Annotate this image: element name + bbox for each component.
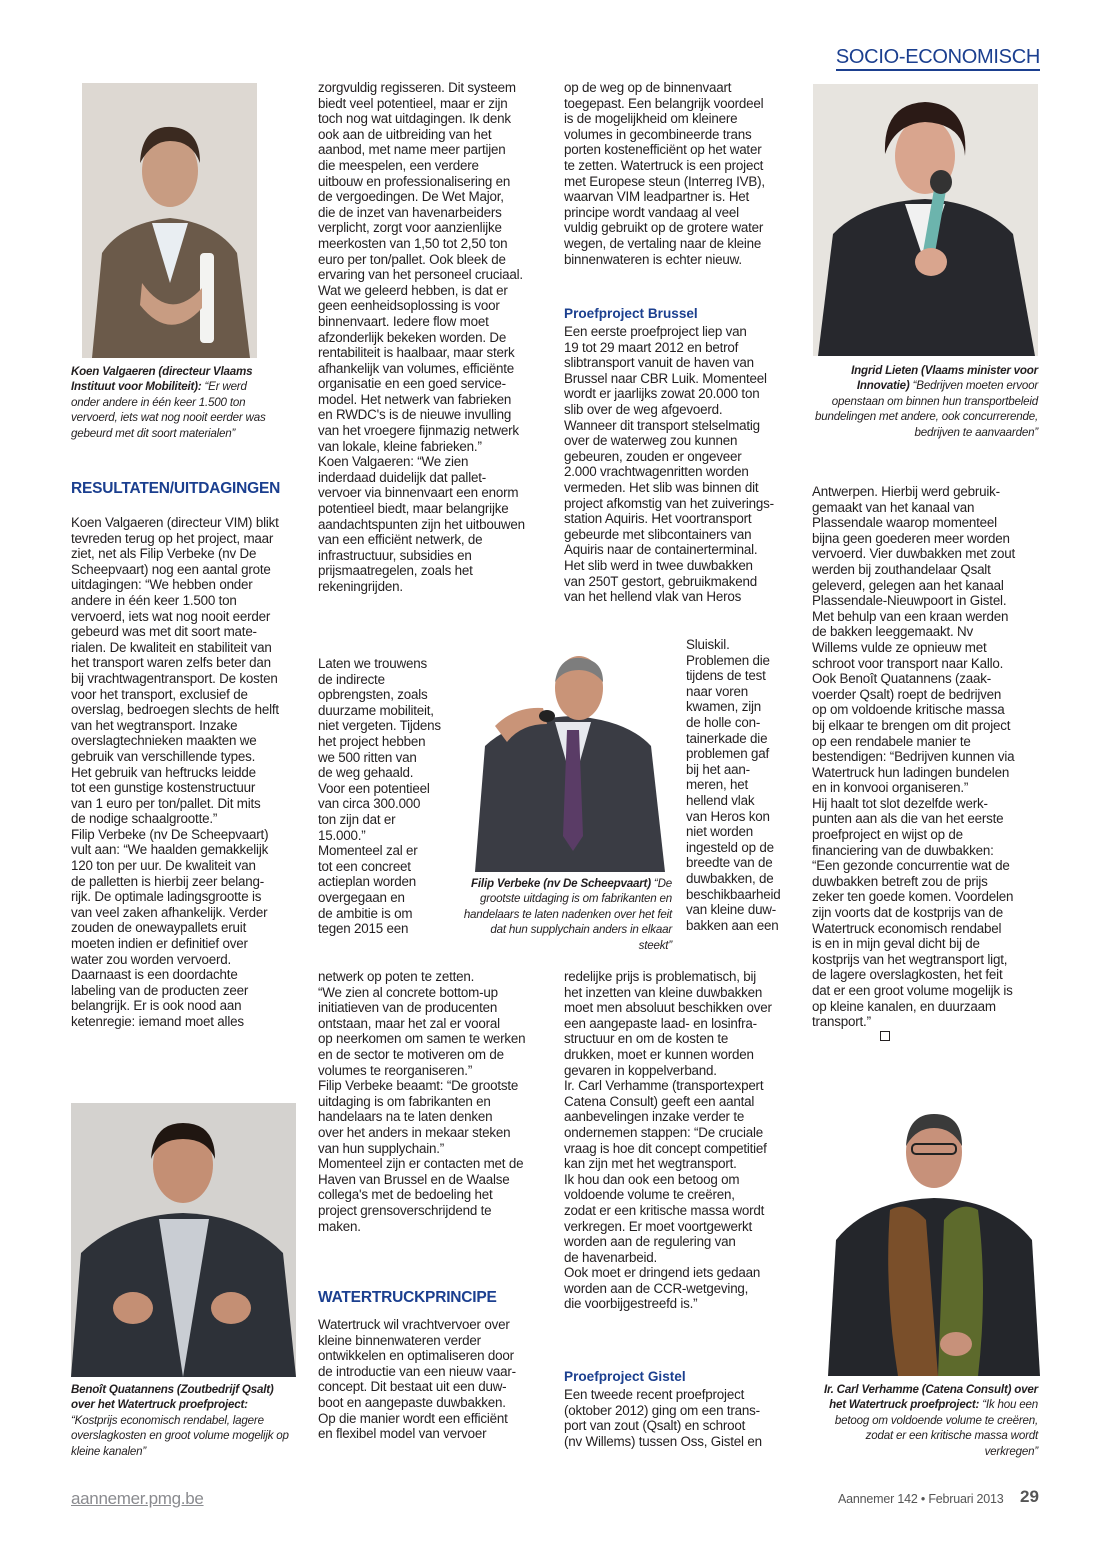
text-line: het inzetten van kleine duwbakken xyxy=(564,984,763,1000)
text-line: geleverd, gelegen aan het kanaal xyxy=(812,577,1004,593)
text-line: hellend vlak xyxy=(686,792,755,808)
text-line: station Aquiris. Het voortransport xyxy=(564,511,752,527)
text-line: Daarnaast is een doordachte xyxy=(71,967,238,983)
caption-carl xyxy=(812,1382,1038,1459)
text-line: en flexibel model van vervoer xyxy=(318,1426,487,1442)
col3c-text xyxy=(686,637,798,933)
text-line: vraag is hoe dit concept competitief xyxy=(564,1140,767,1156)
text-line: breedte van de xyxy=(686,855,773,871)
text-line: duurzame mobiliteit, xyxy=(318,702,434,718)
text-line: Problemen die xyxy=(686,652,770,668)
text-line: dat er een groot volume mogelijk is xyxy=(812,983,1013,998)
text-line: gemaakt van het kanaal van xyxy=(812,499,975,515)
text-line: niet vergeten. Tijdens xyxy=(318,718,441,734)
text-line: Willems vulde ze opnieuw met xyxy=(812,639,987,655)
text-line: problemen gaf xyxy=(686,746,770,762)
heading-gistel: Proefproject Gistel xyxy=(564,1369,686,1384)
text-line: van veel zaken afhankelijk. Verder xyxy=(71,904,268,920)
text-line: van een efficiënt netwerk, de xyxy=(318,532,483,548)
text-line: punten aan als die van het eerste xyxy=(812,811,1004,827)
text-line: zijn voorts dat de kostprijs van de xyxy=(812,905,1003,921)
text-line: overgegaan en xyxy=(318,889,405,905)
text-line: potentieel biedt, maar belangrijke xyxy=(318,501,509,517)
text-line: water zou worden vervoerd. xyxy=(71,951,232,967)
text-line: gebeuren, zouden er ongeveer xyxy=(564,448,742,464)
text-line: verplicht, zorgt voor aanzienlijke xyxy=(318,220,502,236)
text-line: van het vroegere fijnmazig netwerk xyxy=(318,423,519,439)
text-line: organisatie en een goed service- xyxy=(318,376,506,392)
text-line: belangrijk. Er is ook nood aan xyxy=(71,998,242,1014)
text-line: we 500 ritten van xyxy=(318,749,417,765)
text-line: euro per ton/pallet. Ook bleek de xyxy=(318,251,506,267)
col3e-text xyxy=(564,1387,796,1449)
caption-filip xyxy=(460,876,672,953)
text-line: Ook Benoît Quatannens (zaak- xyxy=(812,671,991,687)
text-line: worden aan de regulering van xyxy=(564,1234,736,1250)
text-line: op kleine kanalen, en duurzaam xyxy=(812,998,996,1014)
text-line: aandachtspunten zijn het uitbouwen xyxy=(318,516,525,532)
text-line: Aquiris naar de containerterminal. xyxy=(564,542,758,558)
text-line: en RWDC's is de nieuwe invulling xyxy=(318,407,512,423)
text-line: 15.000.” xyxy=(318,827,366,843)
text-line: redelijke prijs is problematisch, bij xyxy=(564,969,757,984)
text-line: bakken aan een xyxy=(686,917,779,933)
text-line: principe wordt vandaag al veel xyxy=(564,204,739,220)
text-line: Met behulp van een kraan werden xyxy=(812,608,1009,624)
text-line: een aangepaste laad- en losinfra- xyxy=(564,1015,757,1031)
text-line: de holle con- xyxy=(686,714,761,730)
text-line: 2.000 vrachtwagenritten worden xyxy=(564,464,749,480)
text-line: financiering van de duwbakken: xyxy=(812,842,994,858)
text-line: van het wegtransport. Inzake xyxy=(71,717,238,733)
text-line: het transport waren zelfs beter dan xyxy=(71,655,271,671)
text-line: op de weg op de binnenvaart xyxy=(564,80,732,95)
col4-text xyxy=(812,484,1044,1030)
text-line: van Heros kon xyxy=(686,808,770,824)
text-line: andere in één keer 1.500 ton xyxy=(71,592,237,608)
text-line: rialen. De kwaliteit en stabiliteit van xyxy=(71,639,272,655)
caption-koen xyxy=(71,364,271,441)
caption-ingrid-quote: “Bedrijven moeten ervoor openstaan om binnen hun transportbeleid bundelingen met andere, ook concurrerende, bedrijven te aanvaarden” xyxy=(815,379,1038,439)
text-line: prijsmaatregelen, zoals het xyxy=(318,563,473,579)
text-line: de nodige schaalgrootte.” xyxy=(71,811,218,827)
text-line: vervoerd. Vier duwbakken met zout xyxy=(812,546,1016,562)
text-line: kleine binnenwateren verder xyxy=(318,1332,481,1348)
heading-watertruck: WATERTRUCKPRINCIPE xyxy=(318,1289,497,1306)
col2c-text xyxy=(318,969,550,1234)
text-line: meren, het xyxy=(686,777,749,793)
text-line: duwbakken, de xyxy=(686,870,774,886)
text-line: meerkosten van 1,50 tot 2,50 ton xyxy=(318,235,508,251)
text-line: ervaring van het personeel cruciaal. xyxy=(318,267,523,283)
text-line: met Europese steun (Interreg IVB), xyxy=(564,173,765,189)
text-line: vult aan: “We haalden gemakkelijk xyxy=(71,842,269,858)
text-line: gevaren in koppelverband. xyxy=(564,1062,717,1078)
col2d-text xyxy=(318,1317,550,1442)
text-line: Watertruck wil vrachtvervoer over xyxy=(318,1317,510,1332)
text-line: de vergoedingen. De Wet Major, xyxy=(318,189,504,205)
col3d-text xyxy=(564,969,796,1312)
text-line: geen eenheidsoplossing is voor xyxy=(318,298,500,314)
text-line: wegen, de vertaling naar de kleine xyxy=(564,235,762,251)
text-line: Ik hou dan ook een betoog om xyxy=(564,1171,740,1187)
text-line: port van zout (Qsalt) en schroot xyxy=(564,1418,746,1434)
text-line: Plassendale-Nieuwpoort in Gistel. xyxy=(812,593,1007,609)
photo-ingrid-lieten xyxy=(813,84,1038,356)
section-title-text: SOCIO-ECONOMISCH xyxy=(836,46,1040,71)
text-line: van kleine duw- xyxy=(686,902,777,918)
text-line: bij elkaar te brengen om dit project xyxy=(812,717,1011,733)
text-line: en de sector te motiveren om de xyxy=(318,1046,504,1062)
text-line: die voorbijgestreefd is.” xyxy=(564,1296,698,1312)
text-line: ontwikkelen en optimaliseren door xyxy=(318,1348,514,1364)
text-line: van lokale, kleine fabrieken.” xyxy=(318,438,482,454)
text-line: worden aan de CCR-wetgeving, xyxy=(564,1280,749,1296)
text-line: rentabiliteit is haalbaar, maar sterk xyxy=(318,345,515,361)
text-line: netwerk op poten te zetten. xyxy=(318,969,475,984)
text-line: overslagtechnieken maakten we xyxy=(71,733,257,749)
text-line: project grensoverschrijdend te xyxy=(318,1202,492,1218)
caption-filip-name: Filip Verbeke (nv De Scheepvaart) xyxy=(471,877,651,890)
text-line: de palletten is hierbij zeer belang- xyxy=(71,873,265,889)
text-line: maken. xyxy=(318,1218,361,1234)
caption-benoit xyxy=(71,1382,297,1459)
text-line: wordt er jaarlijks zowat 20.000 ton xyxy=(564,386,760,402)
footer-page-number: 29 xyxy=(1020,1487,1039,1506)
text-line: gebeurde met slibcontainers van xyxy=(564,526,752,542)
text-line: moet men absoluut beschikken over xyxy=(564,1000,772,1016)
photo-carl-verhamme xyxy=(828,1100,1040,1376)
text-line: Voor een potentieel xyxy=(318,780,430,796)
text-line: Een tweede recent proefproject xyxy=(564,1387,745,1402)
text-line: Filip Verbeke beaamt: “De grootste xyxy=(318,1078,519,1094)
text-line: zouden de onewaypallets eruit xyxy=(71,920,247,936)
text-line: proefproject en wijst op de xyxy=(812,827,963,843)
text-line: Het slib werd in twee duwbakken xyxy=(564,557,753,573)
text-line: die meespelen, een verdere xyxy=(318,157,479,173)
footer-issue: Aannemer 142 • Februari 2013 xyxy=(838,1492,1004,1506)
text-line: Haven van Brussel en de Waalse xyxy=(318,1171,510,1187)
text-line: project afkomstig van het zuiverings- xyxy=(564,495,774,511)
text-line: voerder Qsalt) roept de bedrijven xyxy=(812,686,1002,702)
text-line: uitdaging is om fabrikanten en xyxy=(318,1093,491,1109)
text-line: toch nog wat uitdagingen. Ik denk xyxy=(318,111,511,127)
text-line: actieplan worden xyxy=(318,874,417,890)
caption-benoit-name: Benoît Quatannens (Zoutbedrijf Qsalt) over het Watertruck proefproject: xyxy=(71,1383,274,1412)
text-line: volumes in gecombineerde trans xyxy=(564,126,752,142)
text-line: kan zijn met het wegtransport. xyxy=(564,1156,737,1172)
text-line: de ambitie is om xyxy=(318,905,413,921)
text-line: zodat er een kritische massa wordt xyxy=(564,1202,765,1218)
text-line: Scheepvaart) nog een aantal grote xyxy=(71,561,271,577)
text-line: vuldig gebruikt op de grotere water xyxy=(564,220,764,236)
photo-benoit-quatannens xyxy=(71,1103,296,1377)
text-line: handelaars na te laten denken xyxy=(318,1109,493,1125)
text-line: concept. Dit bestaat uit een duw- xyxy=(318,1379,507,1395)
col3a-text xyxy=(564,80,796,267)
text-line: gebeurd was met dit soort mate- xyxy=(71,624,257,640)
text-line: voor het transport, exclusief de xyxy=(71,686,248,702)
text-line: tot een gunstige kostenstructuur xyxy=(71,780,256,796)
text-line: waarvan VIM leadpartner is. Het xyxy=(564,189,750,205)
text-line: infrastructuur, subsidies en xyxy=(318,547,472,563)
text-line: rekeningrijden. xyxy=(318,579,403,594)
text-line: Wat we geleerd hebben, is dat er xyxy=(318,282,508,298)
text-line: niet worden xyxy=(686,824,754,840)
text-line: kwamen, zijn xyxy=(686,699,761,715)
text-line: ingesteld op de xyxy=(686,839,774,855)
text-line: “Een gezonde concurrentie wat de xyxy=(812,858,1010,874)
text-line: over het anders in mekaar steken xyxy=(318,1124,511,1140)
text-line: duwbakken betreft zou de prijs xyxy=(812,873,988,889)
text-line: Momenteel zal er xyxy=(318,843,418,859)
text-line: boot en aangepaste duwbakken. xyxy=(318,1394,506,1410)
text-line: rijk. De optimale ladingsgrootte is xyxy=(71,889,262,905)
text-line: op neerkomen om samen te werken xyxy=(318,1031,526,1047)
text-line: vervoerd, iets wat nog nooit eerder xyxy=(71,608,271,624)
caption-filip-quote: “De grootste uitdaging is om fabrikanten en handelaars te laten nadenken over het feit dat hun supplychain anders in elkaar steekt” xyxy=(463,877,672,952)
text-line: die de inzet van havenarbeiders xyxy=(318,204,502,220)
text-line: ton zijn dat er xyxy=(318,811,396,827)
photo-filip-verbeke xyxy=(455,646,683,872)
text-line: verkregen. Er moet voortgewerkt xyxy=(564,1218,753,1234)
caption-koen-quote: “Er werd onder andere in één keer 1.500 ton vervoerd, iets wat nog nooit eerder was gebeurd met dit soort materialen” xyxy=(71,380,266,440)
photo-koen-valgaeren xyxy=(82,83,257,358)
heading-resultaten: RESULTATEN/UITDAGINGEN xyxy=(71,480,281,497)
text-line: werden bij zouthandelaar Qsalt xyxy=(812,561,991,577)
text-line: slibtransport vanuit de haven van xyxy=(564,355,754,371)
caption-carl-quote: “Ik hou een betoog om voldoende volume te creëren, zodat er een kritische massa wordt verkregen” xyxy=(834,1398,1038,1458)
text-line: over de waterweg zou kunnen xyxy=(564,433,738,449)
text-line: Watertruck hun ladingen bundelen xyxy=(812,764,1010,780)
text-line: kostprijs van het wegtransport ligt, xyxy=(812,951,1008,967)
text-line: bij vrachtwagentransport. De kosten xyxy=(71,670,278,686)
footer-site: aannemer.pmg.be xyxy=(71,1489,204,1508)
text-line: Watertruck economisch rendabel xyxy=(812,920,1002,936)
text-line: Antwerpen. Hierbij werd gebruik- xyxy=(812,484,1000,499)
caption-ingrid xyxy=(812,363,1038,440)
text-line: Op die manier wordt een efficiënt xyxy=(318,1410,508,1426)
text-line: Momenteel zijn er contacten met de xyxy=(318,1156,524,1172)
text-line: uitdagingen: “We hebben onder xyxy=(71,577,253,593)
text-line: aanbod, met name meer partijen xyxy=(318,142,506,158)
text-line: toegepast. Een belangrijk voordeel xyxy=(564,95,764,111)
text-line: opbrengsten, zoals xyxy=(318,687,428,703)
section-title xyxy=(820,46,1040,69)
text-line: ketenregie: iemand moet alles xyxy=(71,1014,244,1029)
text-line: (nv Willems) tussen Oss, Gistel en xyxy=(564,1433,762,1449)
text-line: Plassendale waarop momenteel xyxy=(812,515,997,531)
text-line: inderdaad duidelijk dat pallet- xyxy=(318,469,486,485)
text-line: Laten we trouwens xyxy=(318,656,428,671)
text-line: (oktober 2012) ging om een trans- xyxy=(564,1402,760,1418)
text-line: Het gebruik van heftrucks leidde xyxy=(71,764,256,780)
text-line: beschikbaarheid xyxy=(686,886,781,902)
text-line: van 250T gestort, gebruikmakend xyxy=(564,573,758,589)
text-line: de bakken leeggemaakt. Nv xyxy=(812,624,973,640)
text-line: 120 ton per uur. De kwaliteit van xyxy=(71,858,256,874)
col2a-text xyxy=(318,80,550,595)
text-line: ontstaan, maar het zal er vooral xyxy=(318,1015,500,1031)
text-line: en in konvooi organiseren.” xyxy=(812,780,969,796)
text-line: structuur en om de kosten te xyxy=(564,1031,729,1047)
text-line: op om voldoende kritische massa xyxy=(812,702,1005,718)
text-line: drukken, moet er kunnen worden xyxy=(564,1046,754,1062)
text-line: van het hellend vlak van Heros xyxy=(564,589,742,605)
text-line: tegen 2015 een xyxy=(318,921,409,937)
text-line: transport.” xyxy=(812,1014,871,1030)
caption-koen-name: Koen Valgaeren (directeur Vlaams Instituut voor Mobiliteit): xyxy=(71,365,253,394)
text-line: Koen Valgaeren: “We zien xyxy=(318,454,469,470)
text-line: tevreden terug op het project, maar xyxy=(71,530,274,546)
text-line: Een eerste proefproject liep van xyxy=(564,324,747,339)
text-line: Ook moet er dringend iets gedaan xyxy=(564,1265,761,1281)
text-line: Koen Valgaeren (directeur VIM) blikt xyxy=(71,515,279,530)
text-line: Wanneer dit transport stelselmatig xyxy=(564,417,760,433)
text-line: Sluiskil. xyxy=(686,637,730,652)
text-line: de introductie van een nieuw vaar- xyxy=(318,1363,516,1379)
caption-ingrid-name: Ingrid Lieten (Vlaams minister voor Innovatie) xyxy=(851,364,1038,393)
text-line: labeling van de producten zeer xyxy=(71,982,249,998)
text-line: de indirecte xyxy=(318,671,385,687)
text-line: naar voren xyxy=(686,683,749,699)
col2b-text xyxy=(318,656,458,937)
text-line: binnenwateren is echter nieuw. xyxy=(564,251,742,267)
text-line: ondernemen stappen: “De cruciale xyxy=(564,1124,764,1140)
text-line: “We zien al concrete bottom-up xyxy=(318,984,498,1000)
text-line: zorgvuldig regisseren. Dit systeem xyxy=(318,80,516,95)
text-line: Catena Consult) geeft een aantal xyxy=(564,1093,755,1109)
text-line: afhankelijk van volumes, efficiënte xyxy=(318,360,514,376)
text-line: overslag, bedroegen slechts de helft xyxy=(71,702,279,718)
text-line: voldoende volume te creëren, xyxy=(564,1187,735,1203)
text-line: afzonderlijk bekeken worden. De xyxy=(318,329,507,345)
text-line: volumes te reorganiseren.” xyxy=(318,1062,473,1078)
text-line: bijna geen goederen meer worden xyxy=(812,530,1010,546)
text-line: moeten indien er definitief over xyxy=(71,936,248,952)
text-line: is en in mijn geval dicht bij de xyxy=(812,936,980,952)
text-line: bestendigen: “Bedrijven kunnen via xyxy=(812,749,1015,765)
text-line: binnenvaart. Iedere flow moet xyxy=(318,313,489,329)
text-line: schroot voor transport naar Kallo. xyxy=(812,655,1004,671)
text-line: tot een concreet xyxy=(318,858,411,874)
text-line: initiatieven van de producenten xyxy=(318,1000,498,1016)
text-line: tijdens de test xyxy=(686,668,766,684)
text-line: aanbevelingen inzake verder te xyxy=(564,1109,745,1125)
end-of-article-box-icon xyxy=(880,1031,890,1041)
text-line: de weg gehaald. xyxy=(318,765,414,781)
text-line: biedt veel potentieel, maar er zijn xyxy=(318,95,508,111)
text-line: gebruik van verschillende types. xyxy=(71,748,256,764)
text-line: het project hebben xyxy=(318,733,426,749)
text-line: model. Het netwerk van fabrieken xyxy=(318,391,512,407)
text-line: vermeden. Het slib was binnen dit xyxy=(564,479,759,495)
text-line: op een rendabele manier te xyxy=(812,733,971,749)
text-line: uitbouw en professionalisering en xyxy=(318,173,511,189)
caption-carl-name: Ir. Carl Verhamme (Catena Consult) over het Watertruck proefproject: xyxy=(823,1383,1038,1412)
text-line: Brussel naar CBR Luik. Momenteel xyxy=(564,370,767,386)
text-line: Hij haalt tot slot dezelfde werk- xyxy=(812,795,988,811)
text-line: de lagere overslagkosten, het feit xyxy=(812,967,1003,983)
text-line: collega's met de bedoeling het xyxy=(318,1187,493,1203)
text-line: van 1 euro per ton/pallet. Dit mits xyxy=(71,795,261,811)
text-line: porten kostenefficiënt op het water xyxy=(564,142,762,158)
text-line: van hun supplychain.” xyxy=(318,1140,445,1156)
caption-benoit-quote: “Kostprijs economisch rendabel, lagere overslagkosten en groot volume mogelijk op kleine kanalen” xyxy=(71,1413,289,1458)
text-line: slib over de weg afgevoerd. xyxy=(564,401,723,417)
text-line: ook aan de uitbreiding van het xyxy=(318,126,492,142)
text-line: Filip Verbeke (nv De Scheepvaart) xyxy=(71,826,269,842)
text-line: tainerkade die xyxy=(686,730,768,746)
text-line: is de mogelijkheid om kleinere xyxy=(564,111,738,127)
heading-brussel: Proefproject Brussel xyxy=(564,306,698,321)
text-line: bij het aan- xyxy=(686,761,750,777)
text-line: zeker ten goede komen. Voordelen xyxy=(812,889,1014,905)
col3b-text xyxy=(564,324,796,605)
text-line: 19 tot 29 maart 2012 en betrof xyxy=(564,339,739,355)
text-line: Ir. Carl Verhamme (transportexpert xyxy=(564,1078,764,1094)
text-line: van circa 300.000 xyxy=(318,796,421,812)
text-line: te zetten. Watertruck is een project xyxy=(564,157,764,173)
text-line: de havenarbeid. xyxy=(564,1249,658,1265)
text-line: vervoer via binnenvaart een enorm xyxy=(318,485,519,501)
text-line: ziet, net als Filip Verbeke (nv De xyxy=(71,546,257,562)
col1-text xyxy=(71,515,301,1030)
